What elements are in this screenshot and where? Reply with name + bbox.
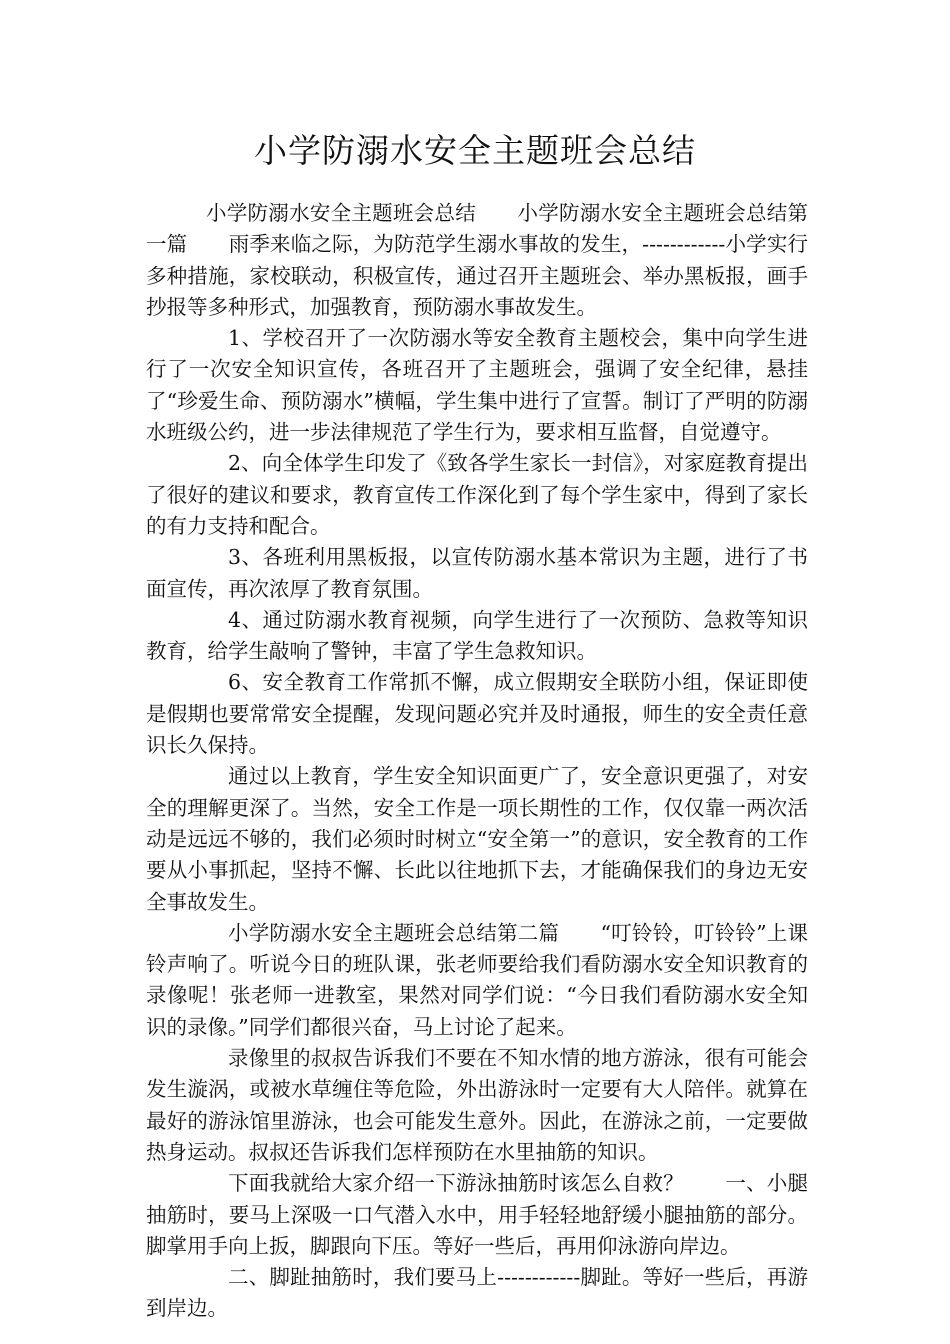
paragraph-video-content: 录像里的叔叔告诉我们不要在不知水情的地方游泳，很有可能会发生漩涡，或被水草缠住等危险，外出游泳时一定要有大人陪伴。就算在最好的游泳馆里游泳，也会可能发生意外。因此，在游泳之前，一定要做热身运动。叔叔还告诉我们怎样预防在水里抽筋的知识。 [146, 1046, 808, 1164]
document-body [146, 198, 808, 1325]
paragraph-self-rescue-calf: 下面我就给大家介绍一下游泳抽筋时该怎么自救？ 一、小腿抽筋时，要马上深吸一口气潜入水中，用手轻轻地舒缓小腿抽筋的部分。脚掌用手向上扳，脚跟向下压。等好一些后，再用仰泳游向岸边。 [146, 1171, 808, 1258]
paragraph-self-rescue-toe: 二、脚趾抽筋时，我们要马上------------脚趾。等好一些后，再游到岸边。 [146, 1265, 808, 1321]
paragraph-item-2: 2、向全体学生印发了《致各学生家长一封信》，对家庭教育提出了很好的建议和要求，教育宣传工作深化到了每个学生家中，得到了家长的有力支持和配合。 [146, 451, 808, 538]
paragraph-item-3: 3、各班利用黑板报，以宣传防溺水基本常识为主题，进行了书面宣传，再次浓厚了教育氛围。 [146, 545, 808, 601]
paragraph-item-4: 4、通过防溺水教育视频，向学生进行了一次预防、急救等知识教育，给学生敲响了警钟，丰富了学生急救知识。 [146, 607, 808, 664]
document-title: 小学防溺水安全主题班会总结 [254, 131, 696, 170]
paragraph-item-6: 6、安全教育工作常抓不懈，成立假期安全联防小组，保证即使是假期也要常常安全提醒，发现问题必究并及时通报，师生的安全责任意识长久保持。 [146, 670, 808, 758]
paragraph-conclusion: 通过以上教育，学生安全知识面更广了，安全意识更强了，对安全的理解更深了。当然，安全工作是一项长期性的工作，仅仅靠一两次活动是远远不够的，我们必须时时树立“安全第一”的意识，安全教育的工作要从小事抓起，坚持不懈、长此以往地抓下去，才能确保我们的身边无安全事故发生。 [146, 764, 808, 914]
paragraph-intro: 小学防溺水安全主题班会总结 小学防溺水安全主题班会总结第一篇 雨季来临之际，为防范学生溺水事故的发生，------------小学实行多种措施，家校联动，积极宣传，通过召开主题班会、举办黑板报，画手抄报等多种形式，加强教育，预防溺水事故发生。 [146, 201, 808, 319]
paragraph-item-1: 1、学校召开了一次防溺水等安全教育主题校会，集中向学生进行了一次安全知识宣传，各班召开了主题班会，强调了安全纪律，悬挂了“珍爱生命、预防溺水”横幅，学生集中进行了宣誓。制订了严明的防溺水班级公约，进一步法律规范了学生行为，要求相互监督，自觉遵守。 [146, 326, 808, 445]
paragraph-second-article: 小学防溺水安全主题班会总结第二篇 “叮铃铃，叮铃铃”上课铃声响了。听说今日的班队课，张老师要给我们看防溺水安全知识教育的录像呢！张老师一进教室，果然对同学们说：“今日我们看防溺水安全知识的录像。”同学们都很兴奋，马上讨论了起来。 [146, 920, 808, 1039]
